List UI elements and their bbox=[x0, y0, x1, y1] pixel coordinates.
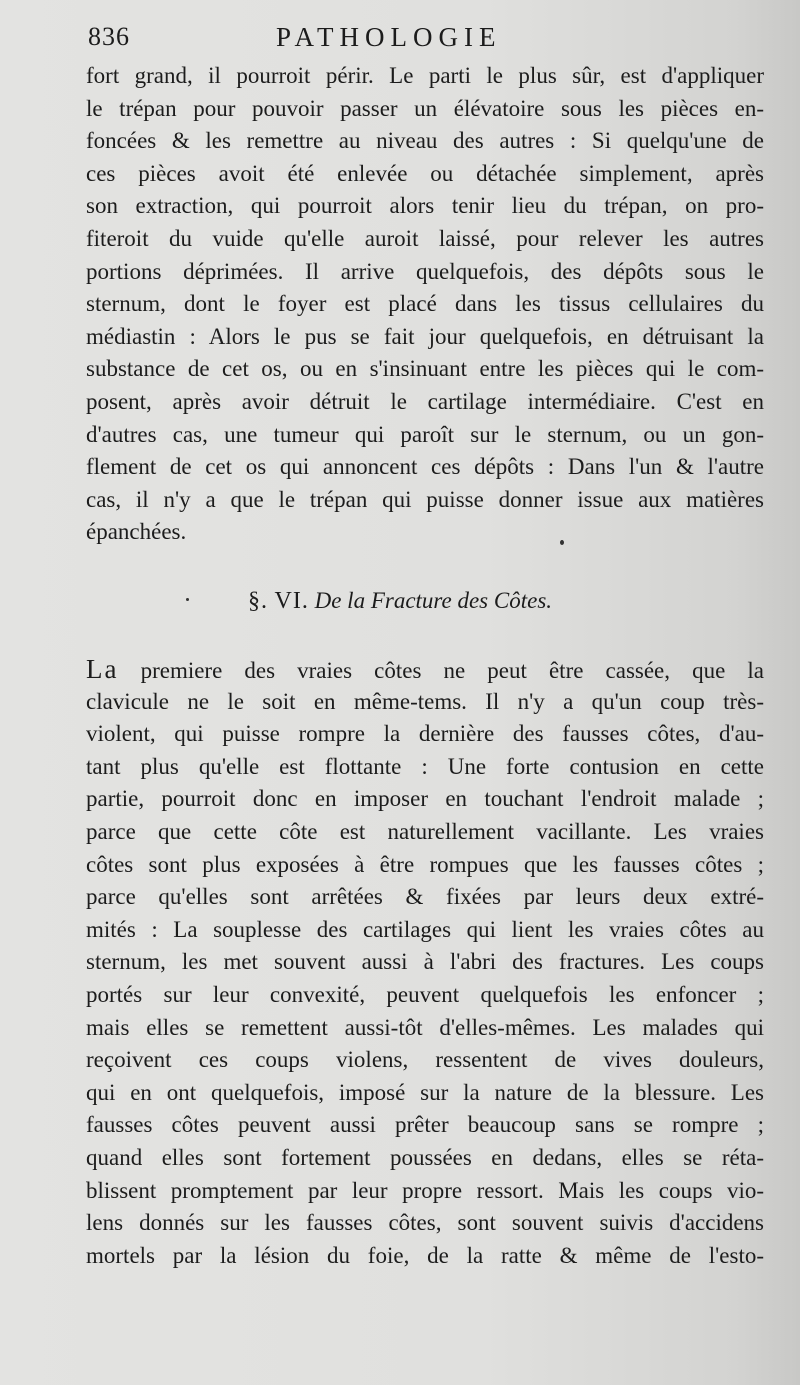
text-line: sternum, les met souvent aussi à l'abri des fractures. Les coups bbox=[86, 949, 764, 975]
text-line: substance de cet os, ou en s'insinuant entre les pièces qui le com- bbox=[86, 356, 764, 382]
text-line: fausses côtes peuvent aussi prêter beaucoup sans se rompre ; bbox=[86, 1112, 764, 1138]
section-title: De la Fracture des Côtes. bbox=[314, 588, 553, 613]
text-line: parce que cette côte est naturellement vacillante. Les vraies bbox=[86, 818, 764, 844]
text-line: épanchées. bbox=[86, 519, 187, 545]
text-line: partie, pourroit donc en imposer en touchant l'endroit malade ; bbox=[86, 786, 764, 812]
text-line: qui en ont quelquefois, imposé sur la nature de la blessure. Les bbox=[86, 1079, 764, 1105]
text-line: son extraction, qui pourroit alors tenir lieu du trépan, on pro- bbox=[86, 193, 764, 219]
text-line: posent, après avoir détruit le cartilage intermédiaire. C'est en bbox=[86, 388, 764, 414]
ink-speck bbox=[560, 540, 564, 545]
text-line: violent, qui puisse rompre la dernière des fausses côtes, d'au- bbox=[86, 721, 764, 747]
text-line: ces pièces avoit été enlevée ou détachée simplement, après bbox=[86, 160, 764, 186]
text-line: foncées & les remettre au niveau des autres : Si quelqu'une de bbox=[86, 128, 764, 154]
text-line: portés sur leur convexité, peuvent quelquefois les enfoncer ; bbox=[86, 981, 764, 1007]
text-line: quand elles sont fortement poussées en dedans, elles se réta- bbox=[86, 1144, 764, 1170]
text-line: parce qu'elles sont arrêtées & fixées par leurs deux extré- bbox=[86, 884, 764, 910]
text-line: médiastin : Alors le pus se fait jour quelquefois, en détruisant la bbox=[86, 323, 764, 349]
section-heading bbox=[0, 588, 800, 615]
text-line: fiteroit du vuide qu'elle auroit laissé, pour relever les autres bbox=[86, 225, 764, 251]
text-line: reçoivent ces coups violens, ressentent de vives douleurs, bbox=[86, 1047, 764, 1073]
text-line: lens donnés sur les fausses côtes, sont souvent suivis d'accidens bbox=[86, 1210, 764, 1236]
text-line: portions déprimées. Il arrive quelquefois, des dépôts sous le bbox=[86, 258, 764, 284]
text-line: le trépan pour pouvoir passer un élévatoire sous les pièces en- bbox=[86, 95, 764, 121]
paragraph-1 bbox=[86, 60, 764, 549]
text-line: flement de cet os qui annoncent ces dépôts : Dans l'un & l'autre bbox=[86, 454, 764, 480]
text-line: tant plus qu'elle est flottante : Une forte contusion en cette bbox=[86, 753, 764, 779]
ink-speck bbox=[186, 598, 189, 601]
text-line: d'autres cas, une tumeur qui paroît sur le sternum, ou un gon- bbox=[86, 421, 764, 447]
text-line: blissent promptement par leur propre ressort. Mais les coups vio- bbox=[86, 1177, 764, 1203]
text-line: côtes sont plus exposées à être rompues que les fausses côtes ; bbox=[86, 851, 764, 877]
dropcap: La bbox=[86, 654, 119, 684]
text-line: clavicule ne le soit en même-tems. Il n'y a qu'un coup très- bbox=[86, 688, 764, 714]
text-line: fort grand, il pourroit périr. Le parti le plus sûr, est d'appliquer bbox=[86, 63, 764, 88]
section-number: §. VI. bbox=[247, 588, 309, 614]
text-line-first bbox=[86, 653, 764, 686]
text-line: mités : La souplesse des cartilages qui lient les vraies côtes au bbox=[86, 916, 764, 942]
page-number: 836 bbox=[88, 22, 130, 51]
text-line: mortels par la lésion du foie, de la ratte & même de l'esto- bbox=[86, 1242, 764, 1268]
running-head: PATHOLOGIE bbox=[276, 22, 502, 52]
text-line: sternum, dont le foyer est placé dans les tissus cellulaires du bbox=[86, 291, 764, 317]
page-header bbox=[88, 22, 760, 58]
text-line: cas, il n'y a que le trépan qui puisse donner issue aux matières bbox=[86, 486, 764, 512]
paragraph-2 bbox=[86, 653, 764, 1272]
text-line-rest: premiere des vraies côtes ne peut être cassée, que la bbox=[140, 658, 765, 683]
text-line: mais elles se remettent aussi-tôt d'elles-mêmes. Les malades qui bbox=[86, 1014, 764, 1040]
